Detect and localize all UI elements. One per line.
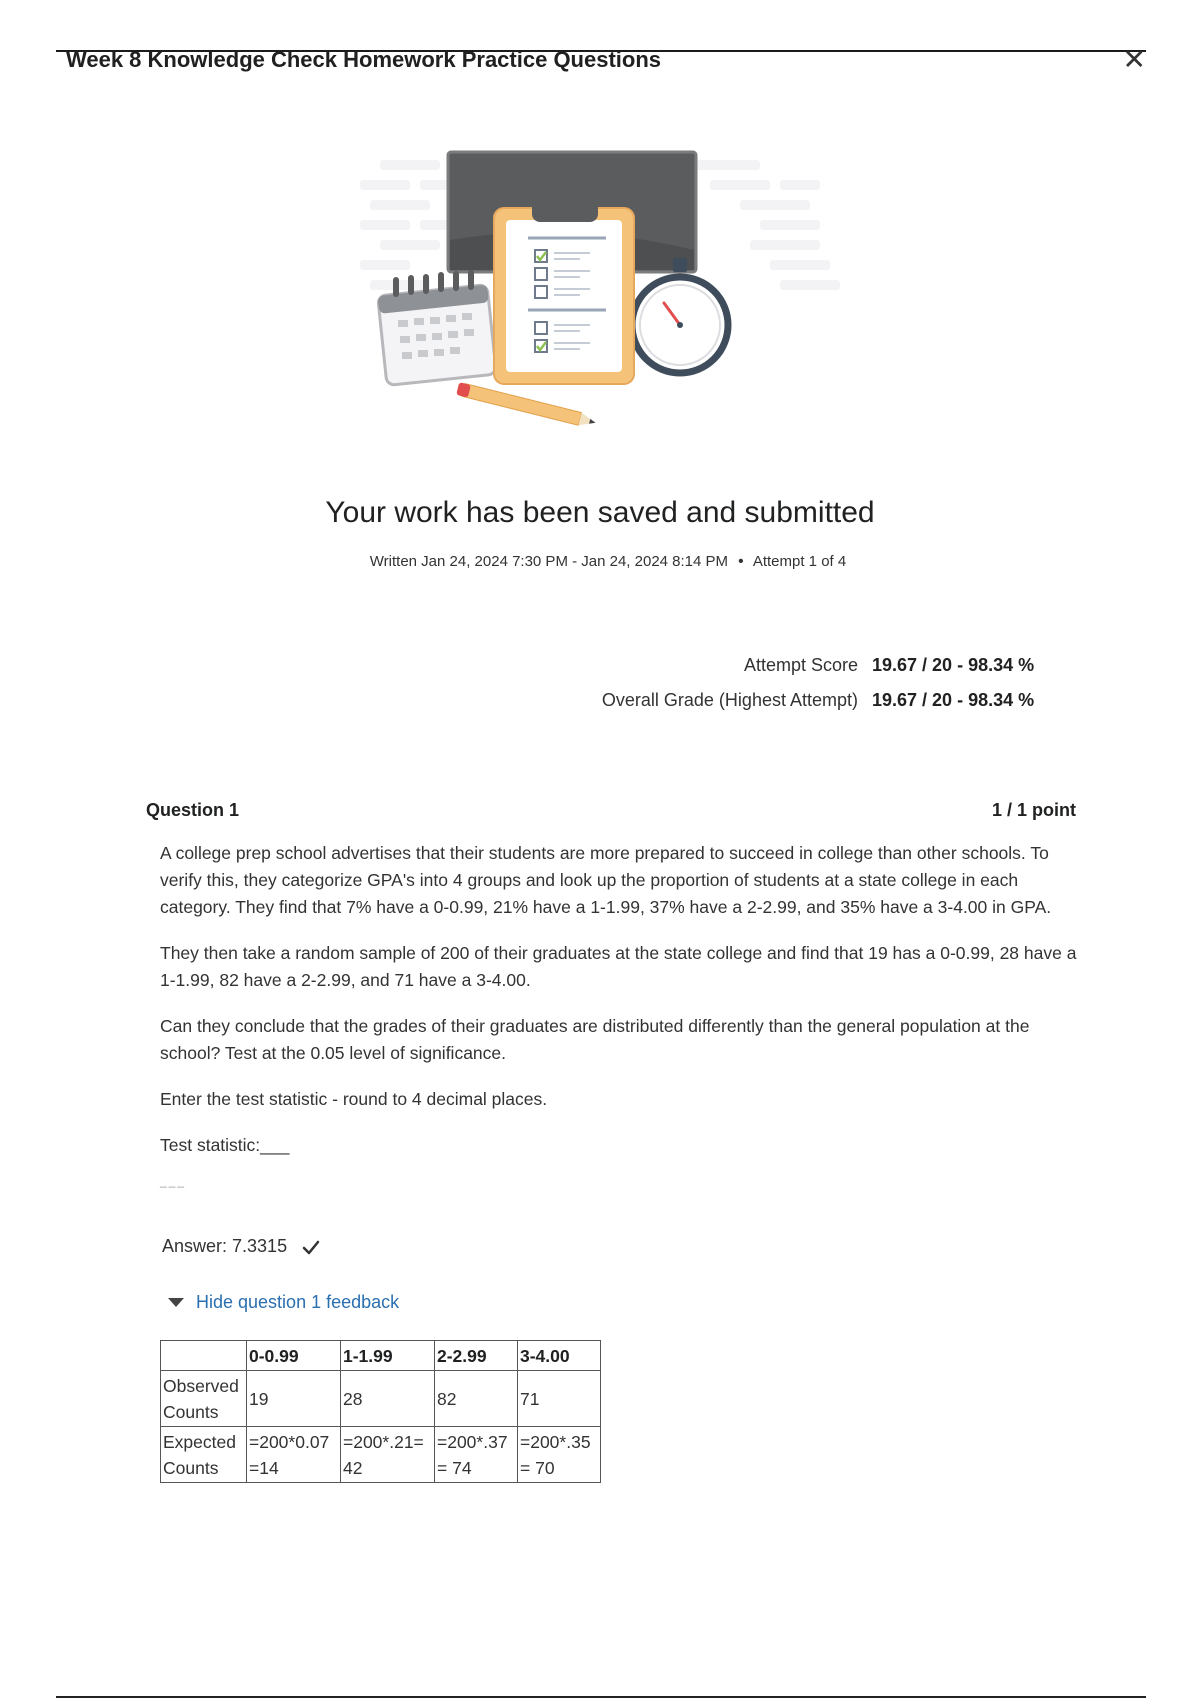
- feedback-table: [160, 1340, 601, 1483]
- table-header-cell: [161, 1341, 247, 1371]
- confirmation-title: Your work has been saved and submitted: [325, 496, 875, 529]
- calendar-icon: [378, 270, 497, 386]
- stopwatch-icon: [632, 258, 728, 373]
- score-summary: [602, 655, 1050, 725]
- meta-separator: •: [738, 553, 744, 570]
- question-header: [146, 800, 1076, 821]
- overall-grade-value: 19.67 / 20 - 98.34 %: [872, 690, 1035, 710]
- submission-meta: [0, 553, 1200, 570]
- correct-check-icon: [301, 1237, 321, 1257]
- submission-illustration: [360, 140, 850, 440]
- table-header-row: [161, 1341, 601, 1371]
- table-cell: 82: [435, 1371, 518, 1427]
- written-date-range: Written Jan 24, 2024 7:30 PM - Jan 24, 2024 8:14 PM: [369, 553, 729, 570]
- page-title: Week 8 Knowledge Check Homework Practice Questions: [66, 47, 662, 72]
- top-bar: [56, 44, 1146, 80]
- submitted-answer: Answer: 7.3315: [162, 1236, 288, 1256]
- pencil-icon: [456, 382, 597, 429]
- table-cell: 19: [247, 1371, 341, 1427]
- table-header-cell: 2-2.99: [435, 1341, 518, 1371]
- question-points: 1 / 1 point: [991, 800, 1076, 820]
- page-bottom-divider: [56, 1696, 1146, 1698]
- question-paragraph: A college prep school advertises that their students are more prepared to succeed in college than other schools. To verify this, they categorize GPA's into 4 groups and look up the proportion of students at a state college in each category. They find that 7% have a 0-0.99, 21% have a 1-1.99, 37% have a 2-2.99, and 35% have a 3-4.00 in GPA.: [160, 843, 1052, 917]
- feedback-toggle-label: Hide question 1 feedback: [196, 1292, 400, 1312]
- table-row: [161, 1371, 601, 1427]
- table-row: [161, 1427, 601, 1483]
- table-cell: =200*.21= 42: [341, 1427, 435, 1483]
- table-header-cell: 0-0.99: [247, 1341, 341, 1371]
- clipboard-icon: [494, 187, 634, 384]
- overall-grade-label: Overall Grade (Highest Attempt): [601, 690, 858, 710]
- attempt-score-row: [602, 655, 1050, 690]
- table-cell: Observed Counts: [161, 1371, 247, 1427]
- attempt-score-value: 19.67 / 20 - 98.34 %: [872, 655, 1035, 675]
- table-cell: =200*.37 = 74: [435, 1427, 518, 1483]
- question-paragraph: They then take a random sample of 200 of their graduates at the state college and find that 19 has a 0-0.99, 28 have a 1-1.99, 82 have a 2-2.99, and 71 have a 3-4.00.: [160, 943, 1077, 990]
- question-instruction: Enter the test statistic - round to 4 decimal places.: [160, 1089, 548, 1109]
- table-cell: 28: [341, 1371, 435, 1427]
- attempt-count: Attempt 1 of 4: [752, 553, 847, 570]
- answer-blank: ___: [160, 1174, 187, 1188]
- question-paragraph: Can they conclude that the grades of their graduates are distributed differently than the general population at the school? Test at the 0.05 level of significance.: [160, 1016, 1030, 1063]
- question-body: [160, 840, 1080, 1201]
- close-icon[interactable]: ✕: [1122, 44, 1146, 75]
- question-label: Question 1: [146, 800, 240, 820]
- table-cell: =200*0.07 =14: [247, 1427, 341, 1483]
- table-header-cell: 3-4.00: [518, 1341, 601, 1371]
- caret-down-icon: [168, 1298, 184, 1307]
- answer-row: [162, 1236, 321, 1257]
- table-cell: Expected Counts: [161, 1427, 247, 1483]
- table-cell: 71: [518, 1371, 601, 1427]
- hide-feedback-toggle[interactable]: [168, 1292, 399, 1313]
- overall-grade-row: [602, 690, 1050, 725]
- table-cell: =200*.35 = 70: [518, 1427, 601, 1483]
- table-header-cell: 1-1.99: [341, 1341, 435, 1371]
- attempt-score-label: Attempt Score: [743, 655, 858, 675]
- test-statistic-label: Test statistic:___: [160, 1135, 290, 1155]
